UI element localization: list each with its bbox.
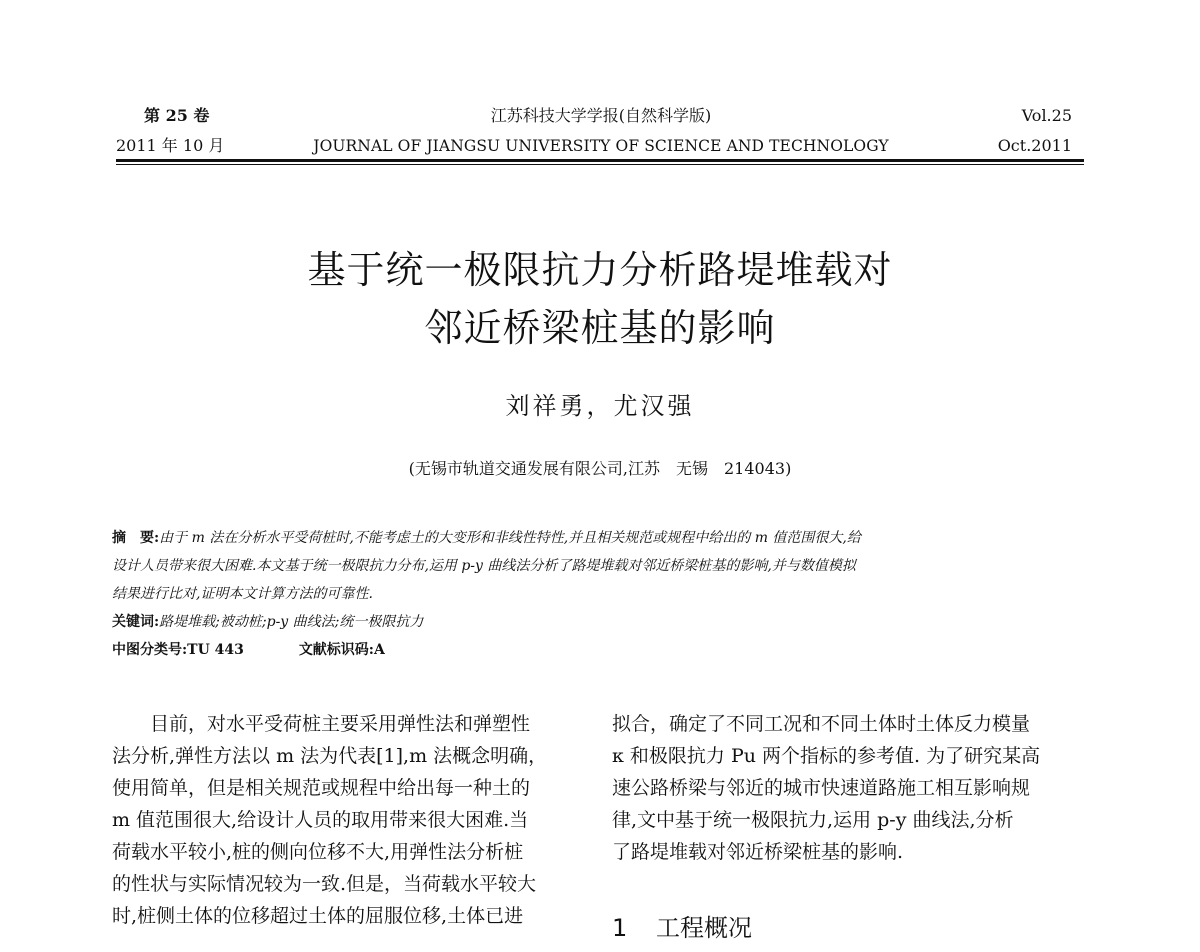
date-en: Oct.2011 [997, 136, 1072, 155]
body-left-line-3: 使用简单，但是相关规范或规程中给出每一种土的 [112, 777, 531, 799]
affiliation: (无锡市轨道交通发展有限公司,江苏 无锡 214043) [408, 459, 792, 478]
abstract-line-1 [112, 524, 861, 552]
header-rule-thick [116, 159, 1084, 162]
volume-cn: 第 25 卷 [144, 106, 210, 125]
section-heading [612, 912, 752, 944]
keywords-label: 关键词: [112, 614, 160, 630]
keywords-line [112, 608, 423, 636]
paper-title-line-1: 基于统一极限抗力分析路堤堆载对 [307, 248, 893, 292]
body-right-line-3: 速公路桥梁与邻近的城市快速道路施工相互影响规 [612, 777, 1031, 799]
body-right-line-5: 了路堤堆载对邻近桥梁桩基的影响. [612, 841, 904, 863]
doc-code-value: A [373, 642, 385, 658]
body-left-line-1: 目前，对水平受荷桩主要采用弹性法和弹塑性 [112, 713, 531, 735]
date-cn: 2011 年 10 月 [116, 136, 225, 155]
section-number: 1 [612, 914, 628, 942]
classification-line [112, 636, 385, 664]
doc-code-label: 文献标识码: [298, 642, 374, 658]
paper-title-line-2: 邻近桥梁桩基的影响 [424, 306, 776, 350]
body-left-line-7: 时,桩侧土体的位移超过土体的屈服位移,土体已进 [112, 905, 524, 927]
journal-title-en: JOURNAL OF JIANGSU UNIVERSITY OF SCIENCE AND TECHNOLOGY [313, 137, 889, 155]
body-left-line-5: 荷载水平较小,桩的侧向位移不大,用弹性法分析桩 [112, 841, 524, 863]
header-rule-thin [116, 164, 1084, 165]
body-right-line-2: κ 和极限抗力 Pu 两个指标的参考值. 为了研究某高 [612, 745, 1041, 767]
authors: 刘祥勇，尤汉强 [505, 392, 695, 420]
body-right-line-4: 律,文中基于统一极限抗力,运用 p-y 曲线法,分析 [612, 809, 1014, 831]
journal-title-cn: 江苏科技大学学报(自然科学版) [490, 106, 712, 125]
body-left-line-2: 法分析,弹性方法以 m 法为代表[1],m 法概念明确， [112, 745, 548, 767]
body-right-line-1: 拟合，确定了不同工况和不同土体时土体反力模量 [612, 713, 1031, 735]
volume-en: Vol.25 [1021, 106, 1072, 125]
body-left-line-4: m 值范围很大,给设计人员的取用带来很大困难.当 [112, 809, 529, 831]
abstract-line-3: 结果进行比对,证明本文计算方法的可靠性. [112, 586, 373, 602]
body-left-line-6: 的性状与实际情况较为一致.但是，当荷载水平较大 [112, 873, 537, 895]
abstract-text-1: 由于 m 法在分析水平受荷桩时,不能考虑土的大变形和非线性特性,并且相关规范或规程中给出的 m 值范围很大,给 [159, 530, 861, 546]
abstract-label: 摘 要: [112, 530, 160, 546]
abstract-line-2: 设计人员带来很大困难.本文基于统一极限抗力分布,运用 p-y 曲线法分析了路堤堆载对邻近桥梁桩基的影响,并与数值模拟 [112, 558, 856, 574]
clc-label: 中图分类号: [112, 642, 188, 658]
keywords-text: 路堤堆载;被动桩;p-y 曲线法;统一极限抗力 [159, 614, 424, 630]
section-title: 工程概况 [656, 914, 752, 942]
clc-value: TU 443 [187, 642, 244, 658]
